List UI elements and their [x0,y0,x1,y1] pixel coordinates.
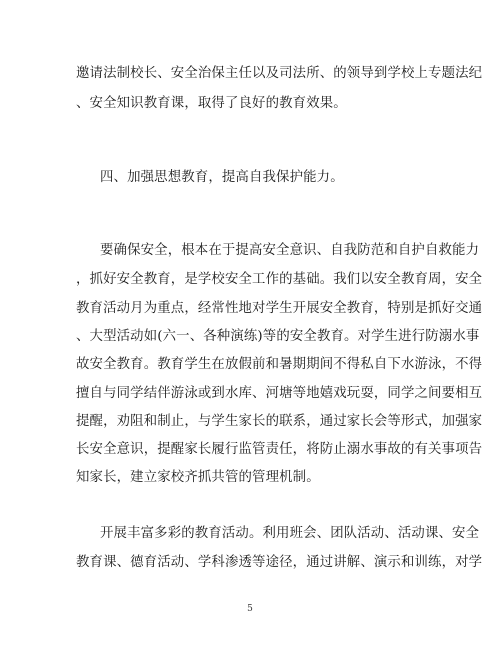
section-heading: 四、加强思想教育，提高自我保护能力。 [100,170,344,185]
safety-line-9: 知家长，建立家校齐抓共管的管理机制。 [76,470,320,485]
activities-line-2: 教育课、德育活动、学科渗透等途径，通过讲解、演示和训练，对学 [76,555,483,570]
intro-line-2: 、安全知识教育课，取得了良好的教育效果。 [76,96,347,111]
page-number: 5 [247,604,253,614]
safety-line-8: 长安全意识，提醒家长履行监管责任，将防止溺水事故的有关事项告 [76,442,483,457]
safety-line-5: 故安全教育。教育学生在放假前和暑期期间不得私自下水游泳，不得 [76,357,483,372]
safety-line-6: 擅自与同学结伴游泳或到水库、河塘等地嬉戏玩耍，同学之间要相互 [76,386,483,401]
safety-line-7: 提醒，劝阻和制止，与学生家长的联系，通过家长会等形式，加强家 [76,414,483,429]
safety-line-4: 、大型活动如(六一、各种演练)等的安全教育。对学生进行防溺水事 [76,329,480,344]
activities-line-1: 开展丰富多彩的教育活动。利用班会、团队活动、活动课、安全 [100,526,480,541]
safety-line-1: 要确保安全，根本在于提高安全意识、自我防范和自护自救能力 [100,243,480,258]
intro-line-1: 邀请法制校长、安全治保主任以及司法所、的领导到学校上专题法纪 [76,66,483,81]
safety-line-3: 教育活动月为重点，经常性地对学生开展安全教育，特别是抓好交通 [76,301,483,316]
safety-line-2: ，抓好安全教育，是学校安全工作的基础。我们以安全教育周，安全 [76,272,483,287]
